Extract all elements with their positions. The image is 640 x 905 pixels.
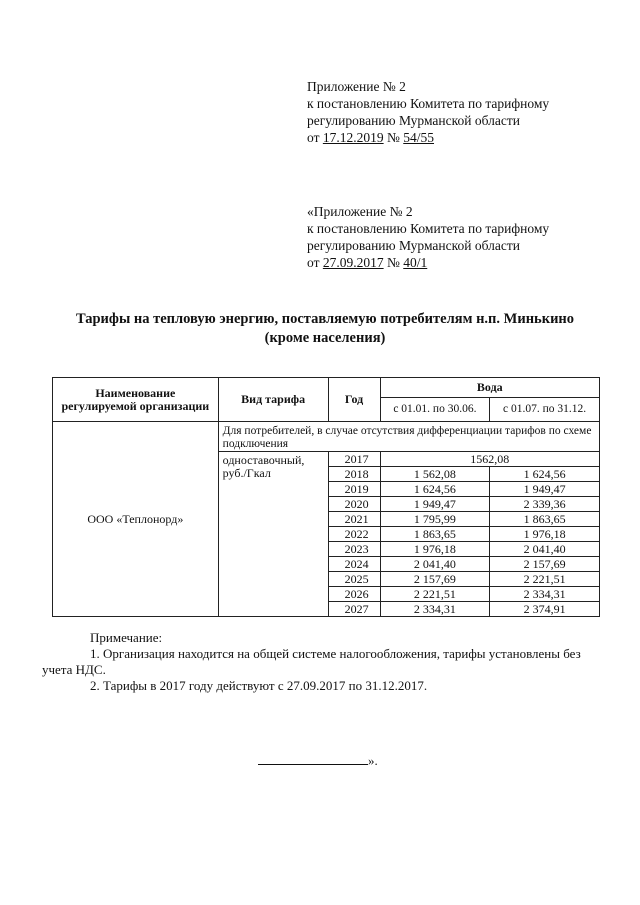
- header-row: [53, 378, 600, 398]
- tariff-period-2: 1 949,47: [490, 482, 600, 497]
- header-period-2: с 01.07. по 31.12.: [490, 398, 600, 422]
- tariff-period-1: 2 334,31: [380, 602, 490, 617]
- header-year: Год: [328, 378, 380, 422]
- header-period-1: с 01.01. по 30.06.: [380, 398, 490, 422]
- header-organization: Наименование регулируемой организации: [53, 378, 219, 422]
- tariff-period-1: 2 157,69: [380, 572, 490, 587]
- from-label: от: [307, 130, 320, 145]
- year-cell: 2017: [328, 452, 380, 467]
- tariff-period-1: 1 562,08: [380, 467, 490, 482]
- tariff-period-2: 2 157,69: [490, 557, 600, 572]
- tariff-period-2: 1 624,56: [490, 467, 600, 482]
- note-1-wrap: [42, 646, 602, 678]
- tariff-period-1: 2 221,51: [380, 587, 490, 602]
- tariff-period-2: 2 334,31: [490, 587, 600, 602]
- tariff-period-2: 1 863,65: [490, 512, 600, 527]
- signature-line: [258, 752, 368, 765]
- annex-date-line: [307, 129, 549, 146]
- header-tariff-type: Вид тарифа: [218, 378, 328, 422]
- number-label: №: [386, 130, 400, 145]
- annex-title-line: «Приложение № 2: [307, 204, 413, 219]
- resolution-date: 17.12.2019: [322, 130, 384, 145]
- tariff-period-2: 2 339,36: [490, 497, 600, 512]
- year-cell: 2020: [328, 497, 380, 512]
- year-cell: 2026: [328, 587, 380, 602]
- annex-date-line: [307, 254, 549, 271]
- tariff-period-2: 2 374,91: [490, 602, 600, 617]
- notes-heading: Примечание:: [90, 630, 163, 645]
- annex-committee-line: регулированию Мурманской области: [307, 113, 520, 128]
- annex-header-current: [307, 78, 549, 146]
- annex-committee-line: регулированию Мурманской области: [307, 238, 520, 253]
- tariff-period-2: 1 976,18: [490, 527, 600, 542]
- tariff-period-1: 1 949,47: [380, 497, 490, 512]
- year-cell: 2022: [328, 527, 380, 542]
- tariff-period-1: 1 795,99: [380, 512, 490, 527]
- annex-header-original: [307, 203, 549, 271]
- tariff-period-1: 2 041,40: [380, 557, 490, 572]
- year-cell: 2018: [328, 467, 380, 482]
- number-label: №: [386, 255, 400, 270]
- annex-resolution-line: к постановлению Комитета по тарифному: [307, 96, 550, 111]
- resolution-date: 27.09.2017: [322, 255, 384, 270]
- year-cell: 2027: [328, 602, 380, 617]
- annex-title-line: Приложение № 2: [307, 79, 406, 94]
- tariff-period-2: 2 221,51: [490, 572, 600, 587]
- signature-area: [258, 752, 378, 769]
- consumer-note: Для потребителей, в случае отсутствия дифференциации тарифов по схеме подключения: [218, 422, 599, 452]
- year-cell: 2025: [328, 572, 380, 587]
- tariff-table: [52, 377, 600, 617]
- tariff-kind: одноставочный, руб./Гкал: [218, 452, 328, 617]
- note-2: 2. Тарифы в 2017 году действуют с 27.09.2017 по 31.12.2017.: [90, 678, 428, 693]
- tariff-period-1: 1 976,18: [380, 542, 490, 557]
- year-cell: 2019: [328, 482, 380, 497]
- header-water: Вода: [380, 378, 599, 398]
- closing-quote: ».: [368, 753, 378, 768]
- tariff-value-2017: 1562,08: [380, 452, 599, 467]
- annex-resolution-line: к постановлению Комитета по тарифному: [307, 221, 550, 236]
- note-1: 1. Организация находится на общей системе налогообложения, тарифы установлены без учета НДС.: [42, 646, 581, 677]
- tariff-period-2: 2 041,40: [490, 542, 600, 557]
- resolution-number: 40/1: [403, 255, 428, 270]
- year-cell: 2023: [328, 542, 380, 557]
- tariff-period-1: 1 863,65: [380, 527, 490, 542]
- organization-name: ООО «Теплонорд»: [53, 422, 219, 617]
- year-cell: 2021: [328, 512, 380, 527]
- title-line-2: (кроме населения): [264, 330, 386, 346]
- tariff-period-1: 1 624,56: [380, 482, 490, 497]
- from-label: от: [307, 255, 320, 270]
- document-title: [40, 310, 610, 348]
- year-cell: 2024: [328, 557, 380, 572]
- notes-section: [42, 630, 602, 694]
- resolution-number: 54/55: [403, 130, 435, 145]
- title-line-1: Тарифы на тепловую энергию, поставляемую потребителям н.п. Минькино: [75, 311, 575, 327]
- consumer-note-row: [53, 422, 600, 452]
